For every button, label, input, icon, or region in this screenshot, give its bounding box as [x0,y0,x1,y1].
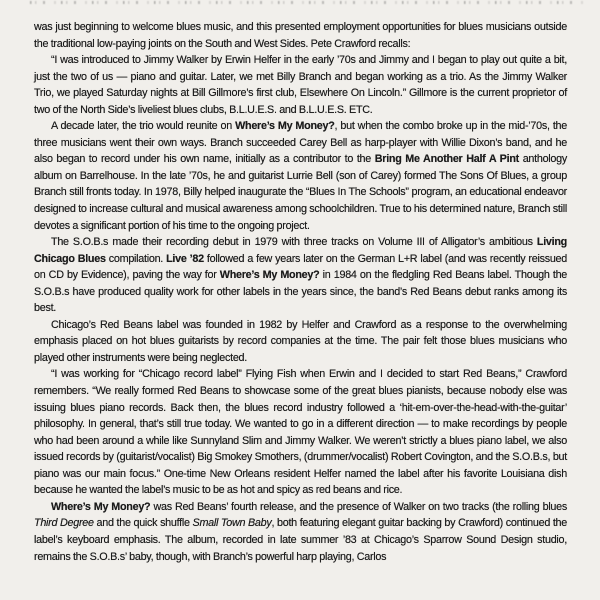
body-text: was Red Beans’ fourth release, and the presence of Walker on two tracks (the rolling blues [150,500,568,513]
body-text: , but when the combo broke up in the mid-’70s, the three musicians went their own ways. Branch succeeded Carey Bell as harp-player with Willie Dixon’s band, and he also began to record under his own name, initially as a contributor to the [34,120,567,166]
bold-text: Live ’82 [166,252,204,265]
paragraph [34,317,567,367]
scan-artifact-top [30,1,584,4]
bold-text: Bring Me Another Half A Pint [374,153,519,166]
paragraph [34,19,567,52]
paragraph [34,366,567,498]
body-text: “I was introduced to Jimmy Walker by Erwin Helfer in the early ’70s and Jimmy and I began to play out quite a bit, just the two of us — piano and guitar. Later, we met Billy Branch and began working as a trio. As the Jimmy Walker Trio, we played Saturday nights at Bill Gillmore’s first club, Elsewhere On Lincoln.” Gillmore is the current proprietor of two of the North Side’s liveliest blues clubs, B.L.U.E.S. and B.L.U.E.S. ETC. [34,54,567,116]
body-text: Chicago’s Red Beans label was founded in 1982 by Helfer and Crawford as a response to the overwhelming emphasis placed on hot blues guitarists by record companies at the time. The pair felt those blues musicians who played other instruments were being neglected. [34,318,567,364]
italic-text: Third Degree [34,517,94,530]
body-text: and the quick shuffle [93,517,193,530]
bold-text: Where’s My Money? [235,120,335,133]
body-text: in 1984 on the fledgling Red Beans label. Though the S.O.B.s have produced quality work for other labels in the years since, the band’s Red Beans debut ranks among its best. [34,269,568,315]
body-text: was just beginning to welcome blues music, and this presented employment opportunities for blues musicians outside the traditional low-paying joints on the South and West Sides. Pete Crawford recalls: [34,21,567,50]
bold-text: Where’s My Money? [51,500,151,513]
paragraph [34,499,567,565]
body-text: anthology album on Barrelhouse. In the late ’70s, he and guitarist Lurrie Bell (son of Carey) formed The Sons Of Blues, a group Branch still fronts today. In 1978, Billy helped inaugurate the “Blues In The Schools” program, an educational endeavor designed to increase cultural and musical awareness among schoolchildren. True to his determined nature, Branch still devotes a significant portion of his time to the ongoing project. [34,153,567,232]
paragraph [34,234,567,317]
paragraph [34,52,567,118]
italic-text: Small Town Baby [192,517,272,530]
bold-text: Where’s My Money? [219,269,320,282]
paragraph [34,118,567,234]
body-text: “I was working for “Chicago record label” Flying Fish when Erwin and I decided to start Red Beans,” Crawford remembers. “We really formed Red Beans to showcase some of the great blues pianists, because nobody else was issuing blues piano records. Back then, the blues record industry followed a ‘hit-em-over-the-head-with-the-guitar’ philosophy. In general, that’s still true today. We wanted to go in a different direction — to make recordings by people who had been around a while like Sunnyland Slim and Jimmy Walker. We weren’t strictly a blues piano label, we also issued records by (guitarist/vocalist) Big Smokey Smothers, (drummer/vocalist) Robert Covington, and the S.O.B.s, but piano was our main focus.” One-time New Orleans resident Helfer named the label after his favorite Louisiana dish because he wanted the label’s music to be as hot and spicy as red beans and rice. [34,368,567,497]
bold-text: Living Chicago Blues [34,236,567,265]
body-text: , both featuring elegant guitar backing by Crawford) continued the label’s keyboard emphasis. The album, recorded in late summer ’83 at Chicago’s Sparrow Sound Design studio, remains the S.O.B.s’ baby, though, with Branch’s powerful harp playing, Carlos [34,517,568,563]
body-text: A decade later, the trio would reunite on [51,120,236,133]
text-block [34,19,567,565]
body-text: The S.O.B.s made their recording debut in 1979 with three tracks on Volume III of Alligator’s ambitious [51,236,537,249]
body-text: compilation. [105,252,167,265]
body-text: followed a few years later on the German L+R label (and was recently reissued on CD by Evidence), paving the way for [34,252,567,282]
